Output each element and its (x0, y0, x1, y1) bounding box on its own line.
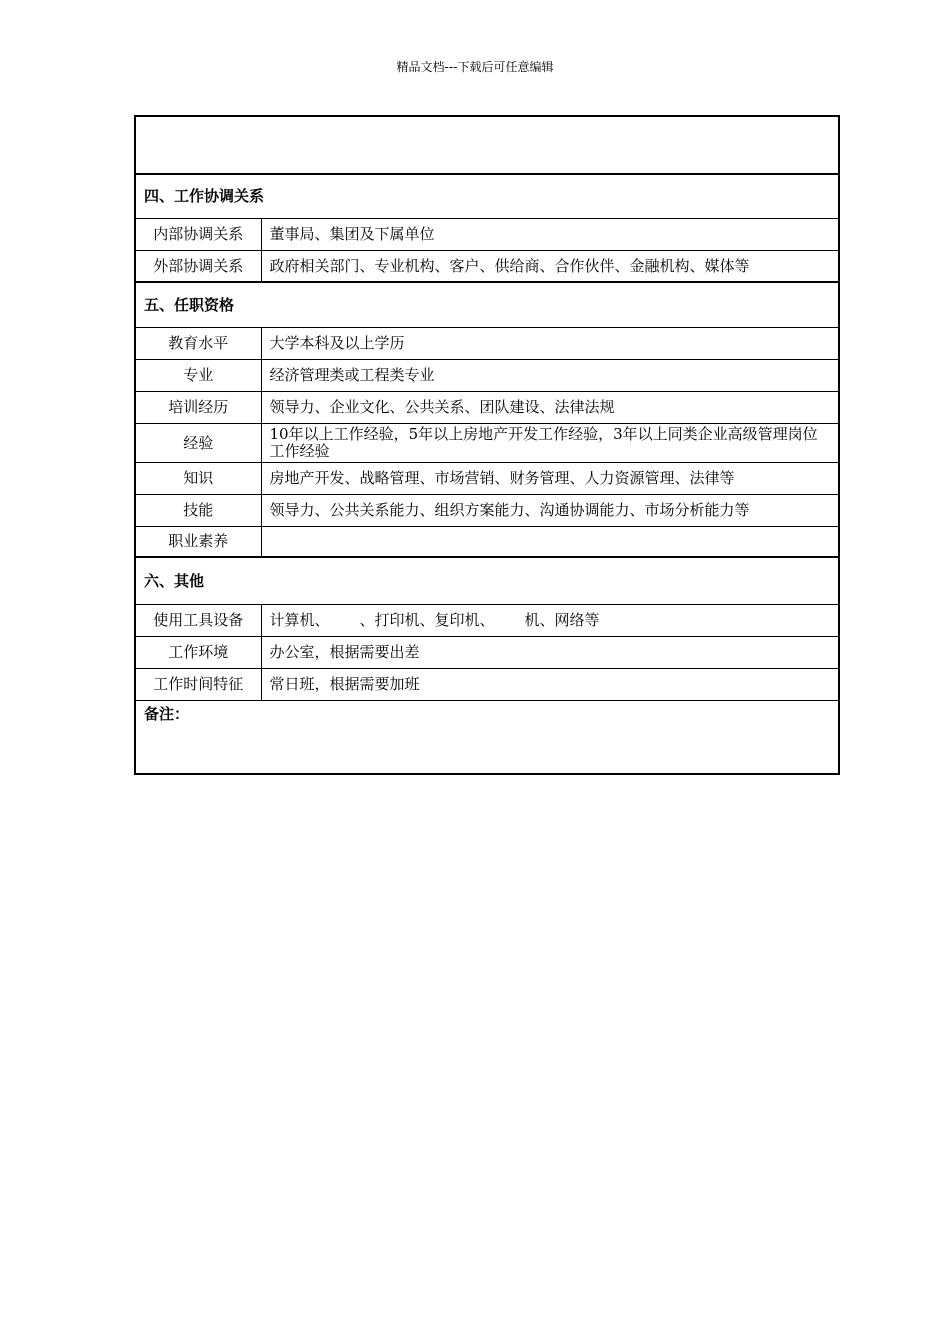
table-row (135, 604, 839, 636)
row-label: 职业素养 (135, 526, 261, 557)
row-label: 专业 (135, 359, 261, 391)
section-5-title: 五、任职资格 (135, 282, 839, 327)
table-row (135, 668, 839, 700)
table-row (135, 423, 839, 462)
section-4-title: 四、工作协调关系 (135, 174, 839, 218)
row-label: 知识 (135, 462, 261, 494)
row-label: 培训经历 (135, 391, 261, 423)
row-value: 经济管理类或工程类专业 (261, 359, 839, 391)
row-value (261, 526, 839, 557)
row-label: 技能 (135, 494, 261, 526)
section-6-title: 六、其他 (135, 557, 839, 604)
row-label: 使用工具设备 (135, 604, 261, 636)
table-row (135, 636, 839, 668)
row-label: 外部协调关系 (135, 250, 261, 282)
row-value: 常日班，根据需要加班 (261, 668, 839, 700)
row-value: 办公室，根据需要出差 (261, 636, 839, 668)
value-part: 、打印机、复印机、 (359, 611, 495, 629)
blank-top-row (135, 116, 839, 174)
notes-row (135, 700, 839, 774)
table-row (135, 391, 839, 423)
row-value: 政府相关部门、专业机构、客户、供给商、合作伙伴、金融机构、媒体等 (261, 250, 839, 282)
blank-top-cell (135, 116, 839, 174)
value-part: 机、网络等 (524, 611, 600, 629)
table-row (135, 218, 839, 250)
value-part: 计算机、 (269, 611, 330, 629)
row-value: 房地产开发、战略管理、市场营销、财务管理、人力资源管理、法律等 (261, 462, 839, 494)
table-row (135, 526, 839, 557)
row-label: 工作时间特征 (135, 668, 261, 700)
row-label: 内部协调关系 (135, 218, 261, 250)
row-value: 领导力、公共关系能力、组织方案能力、沟通协调能力、市场分析能力等 (261, 494, 839, 526)
table-row (135, 494, 839, 526)
section-6-header-row (135, 557, 839, 604)
notes-label: 备注： (135, 700, 839, 774)
row-value: 大学本科及以上学历 (261, 327, 839, 359)
table-row (135, 327, 839, 359)
row-value (261, 604, 839, 636)
table-row (135, 462, 839, 494)
row-value: 领导力、企业文化、公共关系、团队建设、法律法规 (261, 391, 839, 423)
row-label: 教育水平 (135, 327, 261, 359)
row-value: 10年以上工作经验，5年以上房地产开发工作经验，3年以上同类企业高级管理岗位工作经验 (261, 423, 839, 462)
row-label: 经验 (135, 423, 261, 462)
section-4-header-row (135, 174, 839, 218)
row-label: 工作环境 (135, 636, 261, 668)
row-value: 董事局、集团及下属单位 (261, 218, 839, 250)
section-5-header-row (135, 282, 839, 327)
table-row (135, 250, 839, 282)
table-row (135, 359, 839, 391)
job-description-table (134, 115, 840, 775)
page-header: 精品文档---下载后可任意编辑 (396, 60, 554, 74)
